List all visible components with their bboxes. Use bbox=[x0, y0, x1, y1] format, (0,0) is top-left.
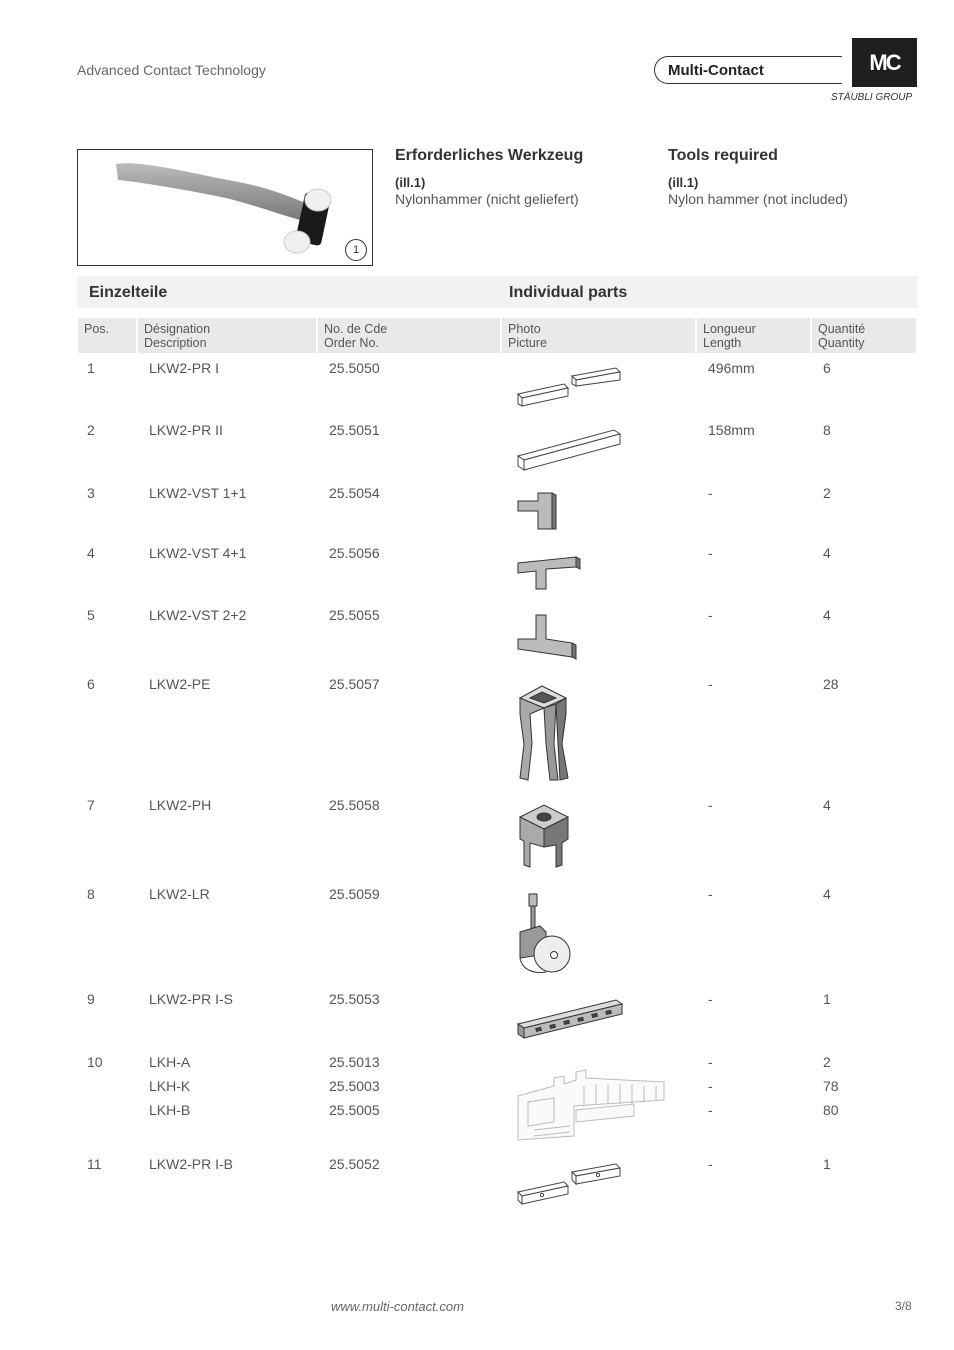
row-2-length: 158mm bbox=[708, 422, 755, 438]
row-3-order: 25.5054 bbox=[329, 485, 380, 501]
row-6-name: LKW2-PE bbox=[149, 676, 211, 692]
mc-logo: MC bbox=[852, 38, 917, 87]
brand-name: Multi-Contact bbox=[668, 62, 764, 79]
row-9-pos: 9 bbox=[87, 991, 95, 1007]
brand-group: STÄUBLI GROUP bbox=[831, 92, 913, 103]
slotted-profile-rail-icon bbox=[516, 998, 624, 1040]
row-1-length: 496mm bbox=[708, 360, 755, 376]
footer-url[interactable]: www.multi-contact.com bbox=[331, 1299, 464, 1314]
row-7-name: LKW2-PH bbox=[149, 797, 212, 813]
t-connector-icon bbox=[516, 553, 582, 593]
row-10c-length: - bbox=[708, 1102, 713, 1118]
row-9-length: - bbox=[708, 991, 713, 1007]
row-5-name: LKW2-VST 2+2 bbox=[149, 607, 247, 623]
profile-rail-pieces-icon bbox=[516, 366, 622, 408]
row-10b-name: LKH-K bbox=[149, 1078, 191, 1094]
row-7-pos: 7 bbox=[87, 797, 95, 813]
row-11-order: 25.5052 bbox=[329, 1156, 380, 1172]
row-7-order: 25.5058 bbox=[329, 797, 380, 813]
castor-wheel-icon bbox=[516, 892, 576, 978]
tools-ill-de: (ill.1) bbox=[395, 175, 426, 190]
row-1-order: 25.5050 bbox=[329, 360, 380, 376]
row-7-qty: 4 bbox=[823, 797, 831, 813]
row-11-name: LKW2-PR I-B bbox=[149, 1156, 234, 1172]
cable-holder-set-icon bbox=[514, 1066, 668, 1144]
row-11-pos: 11 bbox=[87, 1156, 102, 1172]
tools-title-de: Erforderliches Werkzeug bbox=[395, 147, 584, 164]
row-3-length: - bbox=[708, 485, 713, 501]
row-5-length: - bbox=[708, 607, 713, 623]
row-5-order: 25.5055 bbox=[329, 607, 380, 623]
row-10c-qty: 80 bbox=[823, 1102, 839, 1118]
header-qty-de: Quantité bbox=[818, 322, 866, 336]
row-2-name: LKW2-PR II bbox=[149, 422, 223, 438]
cross-connector-icon bbox=[516, 613, 578, 663]
page-number: 3/8 bbox=[895, 1299, 912, 1313]
header-photo-en: Picture bbox=[508, 336, 547, 350]
header-length-en: Length bbox=[703, 336, 742, 350]
header-desc-de: Désignation bbox=[144, 322, 211, 336]
row-8-qty: 4 bbox=[823, 886, 831, 902]
row-7-length: - bbox=[708, 797, 713, 813]
row-8-name: LKW2-LR bbox=[149, 886, 210, 902]
profile-holder-icon bbox=[516, 803, 572, 869]
row-5-pos: 5 bbox=[87, 607, 95, 623]
row-10b-order: 25.5003 bbox=[329, 1078, 380, 1094]
row-5-qty: 4 bbox=[823, 607, 831, 623]
row-10b-qty: 78 bbox=[823, 1078, 839, 1094]
row-10-qty: 2 bbox=[823, 1054, 831, 1070]
row-4-name: LKW2-VST 4+1 bbox=[149, 545, 247, 561]
row-2-pos: 2 bbox=[87, 422, 95, 438]
header-desc-en: Description bbox=[144, 336, 207, 350]
tools-title-en: Tools required bbox=[668, 147, 778, 164]
row-9-name: LKW2-PR I-S bbox=[149, 991, 234, 1007]
profile-end-clip-icon bbox=[516, 684, 572, 782]
row-4-pos: 4 bbox=[87, 545, 95, 561]
corner-connector-icon bbox=[516, 491, 560, 533]
row-8-pos: 8 bbox=[87, 886, 95, 902]
row-2-qty: 8 bbox=[823, 422, 831, 438]
row-11-length: - bbox=[708, 1156, 713, 1172]
row-8-length: - bbox=[708, 886, 713, 902]
row-1-name: LKW2-PR I bbox=[149, 360, 220, 376]
row-9-qty: 1 bbox=[823, 991, 831, 1007]
row-6-length: - bbox=[708, 676, 713, 692]
parts-title-de: Einzelteile bbox=[89, 284, 168, 301]
row-4-qty: 4 bbox=[823, 545, 831, 561]
drilled-profile-rail-icon bbox=[516, 1162, 622, 1206]
row-4-length: - bbox=[708, 545, 713, 561]
row-1-pos: 1 bbox=[87, 360, 95, 376]
row-4-order: 25.5056 bbox=[329, 545, 380, 561]
row-10c-order: 25.5005 bbox=[329, 1102, 380, 1118]
header-order-en: Order No. bbox=[324, 336, 379, 350]
tools-text-en: Nylon hammer (not included) bbox=[668, 191, 848, 207]
header-photo-de: Photo bbox=[508, 322, 541, 336]
row-11-qty: 1 bbox=[823, 1156, 831, 1172]
row-3-qty: 2 bbox=[823, 485, 831, 501]
row-10b-length: - bbox=[708, 1078, 713, 1094]
profile-rail-long-icon bbox=[516, 428, 622, 472]
row-10-name: LKH-A bbox=[149, 1054, 191, 1070]
tools-text-de: Nylonhammer (nicht geliefert) bbox=[395, 191, 579, 207]
row-10-pos: 10 bbox=[87, 1054, 103, 1070]
row-10-order: 25.5013 bbox=[329, 1054, 380, 1070]
row-6-order: 25.5057 bbox=[329, 676, 380, 692]
row-3-name: LKW2-VST 1+1 bbox=[149, 485, 247, 501]
row-6-qty: 28 bbox=[823, 676, 839, 692]
parts-title-en: Individual parts bbox=[509, 284, 628, 301]
row-1-qty: 6 bbox=[823, 360, 831, 376]
row-10c-name: LKH-B bbox=[149, 1102, 191, 1118]
row-2-order: 25.5051 bbox=[329, 422, 380, 438]
illustration-number: 1 bbox=[345, 239, 367, 261]
header-pos-label: Pos. bbox=[84, 322, 110, 336]
row-10-length: - bbox=[708, 1054, 713, 1070]
header-length-de: Longueur bbox=[703, 322, 756, 336]
header-qty-en: Quantity bbox=[818, 336, 865, 350]
tagline: Advanced Contact Technology bbox=[77, 62, 266, 78]
tools-ill-en: (ill.1) bbox=[668, 175, 699, 190]
row-8-order: 25.5059 bbox=[329, 886, 380, 902]
row-9-order: 25.5053 bbox=[329, 991, 380, 1007]
header-order-de: No. de Cde bbox=[324, 322, 388, 336]
row-6-pos: 6 bbox=[87, 676, 95, 692]
row-3-pos: 3 bbox=[87, 485, 95, 501]
